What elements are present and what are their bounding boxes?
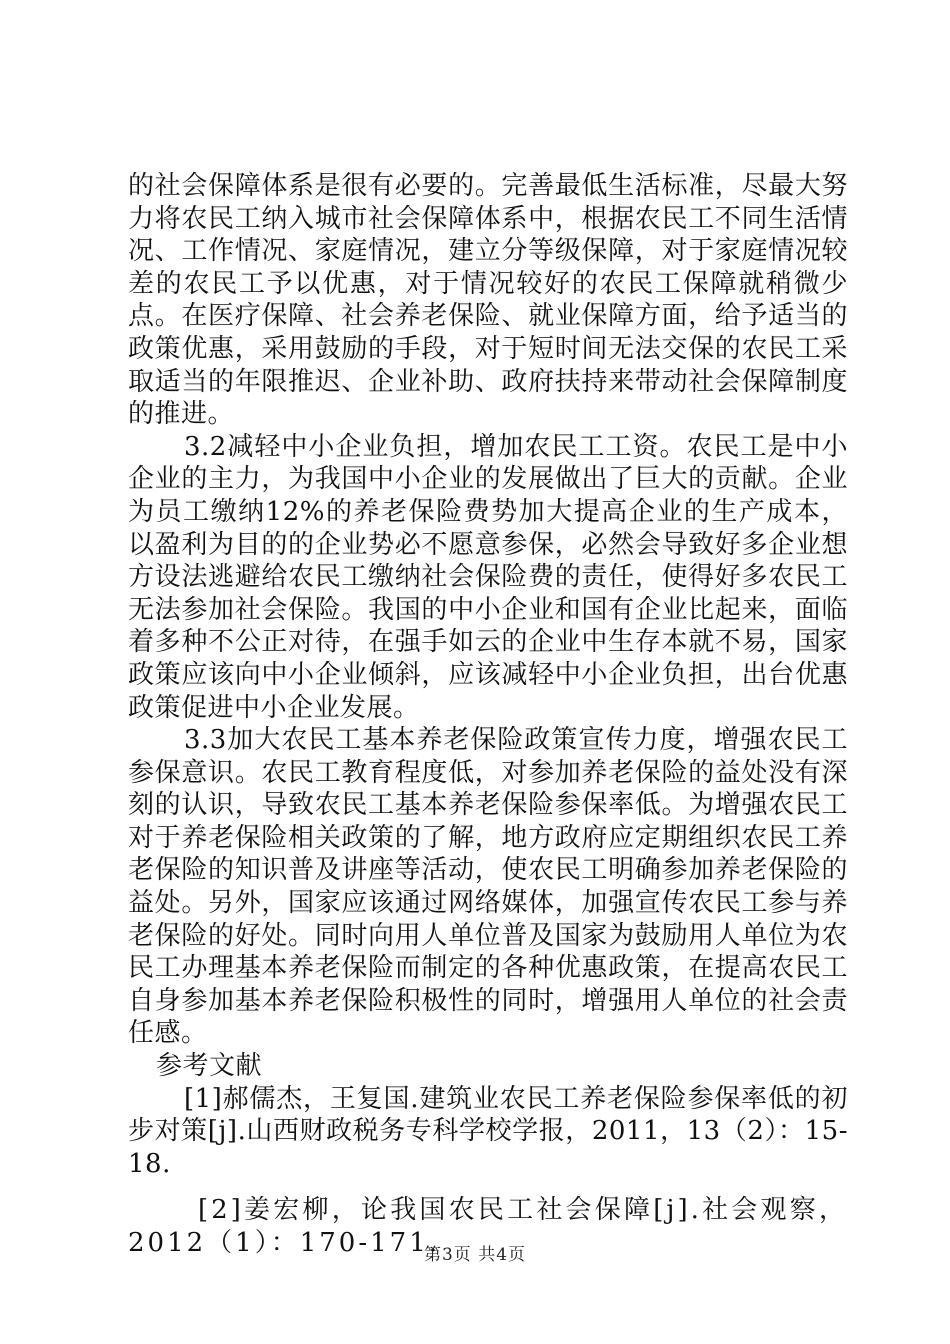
section-3-2-paragraph: 3.2减轻中小企业负担，增加农民工工资。农民工是中小企业的主力，为我国中小企业的发展做出了巨大的贡献。企业为员工缴纳12%的养老保险费势加大提高企业的生产成本，以盈利为目的的企业势必不愿意参保，必然会导致好多企业想方设法逃避给农民工缴纳社会保险费的责任，使得好多农民工无法参加社会保险。我国的中小企业和国有企业比起来，面临着多种不公正对待，在强手如云的企业中生存本就不易，国家政策应该向中小企业倾斜，应该减轻中小企业负担，出台优惠政策促进中小企业发展。 [128,431,848,723]
body-paragraph-continued: 的社会保障体系是很有必要的。完善最低生活标准，尽最大努力将农民工纳入城市社会保障体系中，根据农民工不同生活情况、工作情况、家庭情况，建立分等级保障，对于家庭情况较差的农民工予以优惠，对于情况较好的农民工保障就稍微少点。在医疗保障、社会养老保险、就业保障方面，给予适当的政策优惠，采用鼓励的手段，对于短时间无法交保的农民工采取适当的年限推迟、企业补助、政府扶持来带动社会保障制度的推进。 [128,171,848,430]
page-number-footer: 第3页 共4页 [423,1245,527,1265]
document-body [128,170,848,1260]
reference-item-2: [2]姜宏柳，论我国农民工社会保障[j].社会观察，2012（1）：170-171. [128,1195,848,1258]
section-3-3-paragraph: 3.3加大农民工基本养老保险政策宣传力度，增强农民工参保意识。农民工教育程度低，对参加养老保险的益处没有深刻的认识，导致农民工基本养老保险参保率低。为增强农民工对于养老保险相关政策的了解，地方政府应定期组织农民工养老保险的知识普及讲座等活动，使农民工明确参加养老保险的益处。另外，国家应该通过网络媒体，加强宣传农民工参与养老保险的好处。同时向用人单位普及国家为鼓励用人单位为农民工办理基本养老保险而制定的各种优惠政策，在提高农民工自身参加基本养老保险积极性的同时，增强用人单位的社会责任感。 [128,725,848,1049]
reference-item-1: [1]郝儒杰，王复国.建筑业农民工养老保险参保率低的初步对策[j].山西财政税务专科学校学报，2011，13（2）：15-18. [128,1083,848,1179]
references-heading: 参考文献 [156,1051,263,1082]
